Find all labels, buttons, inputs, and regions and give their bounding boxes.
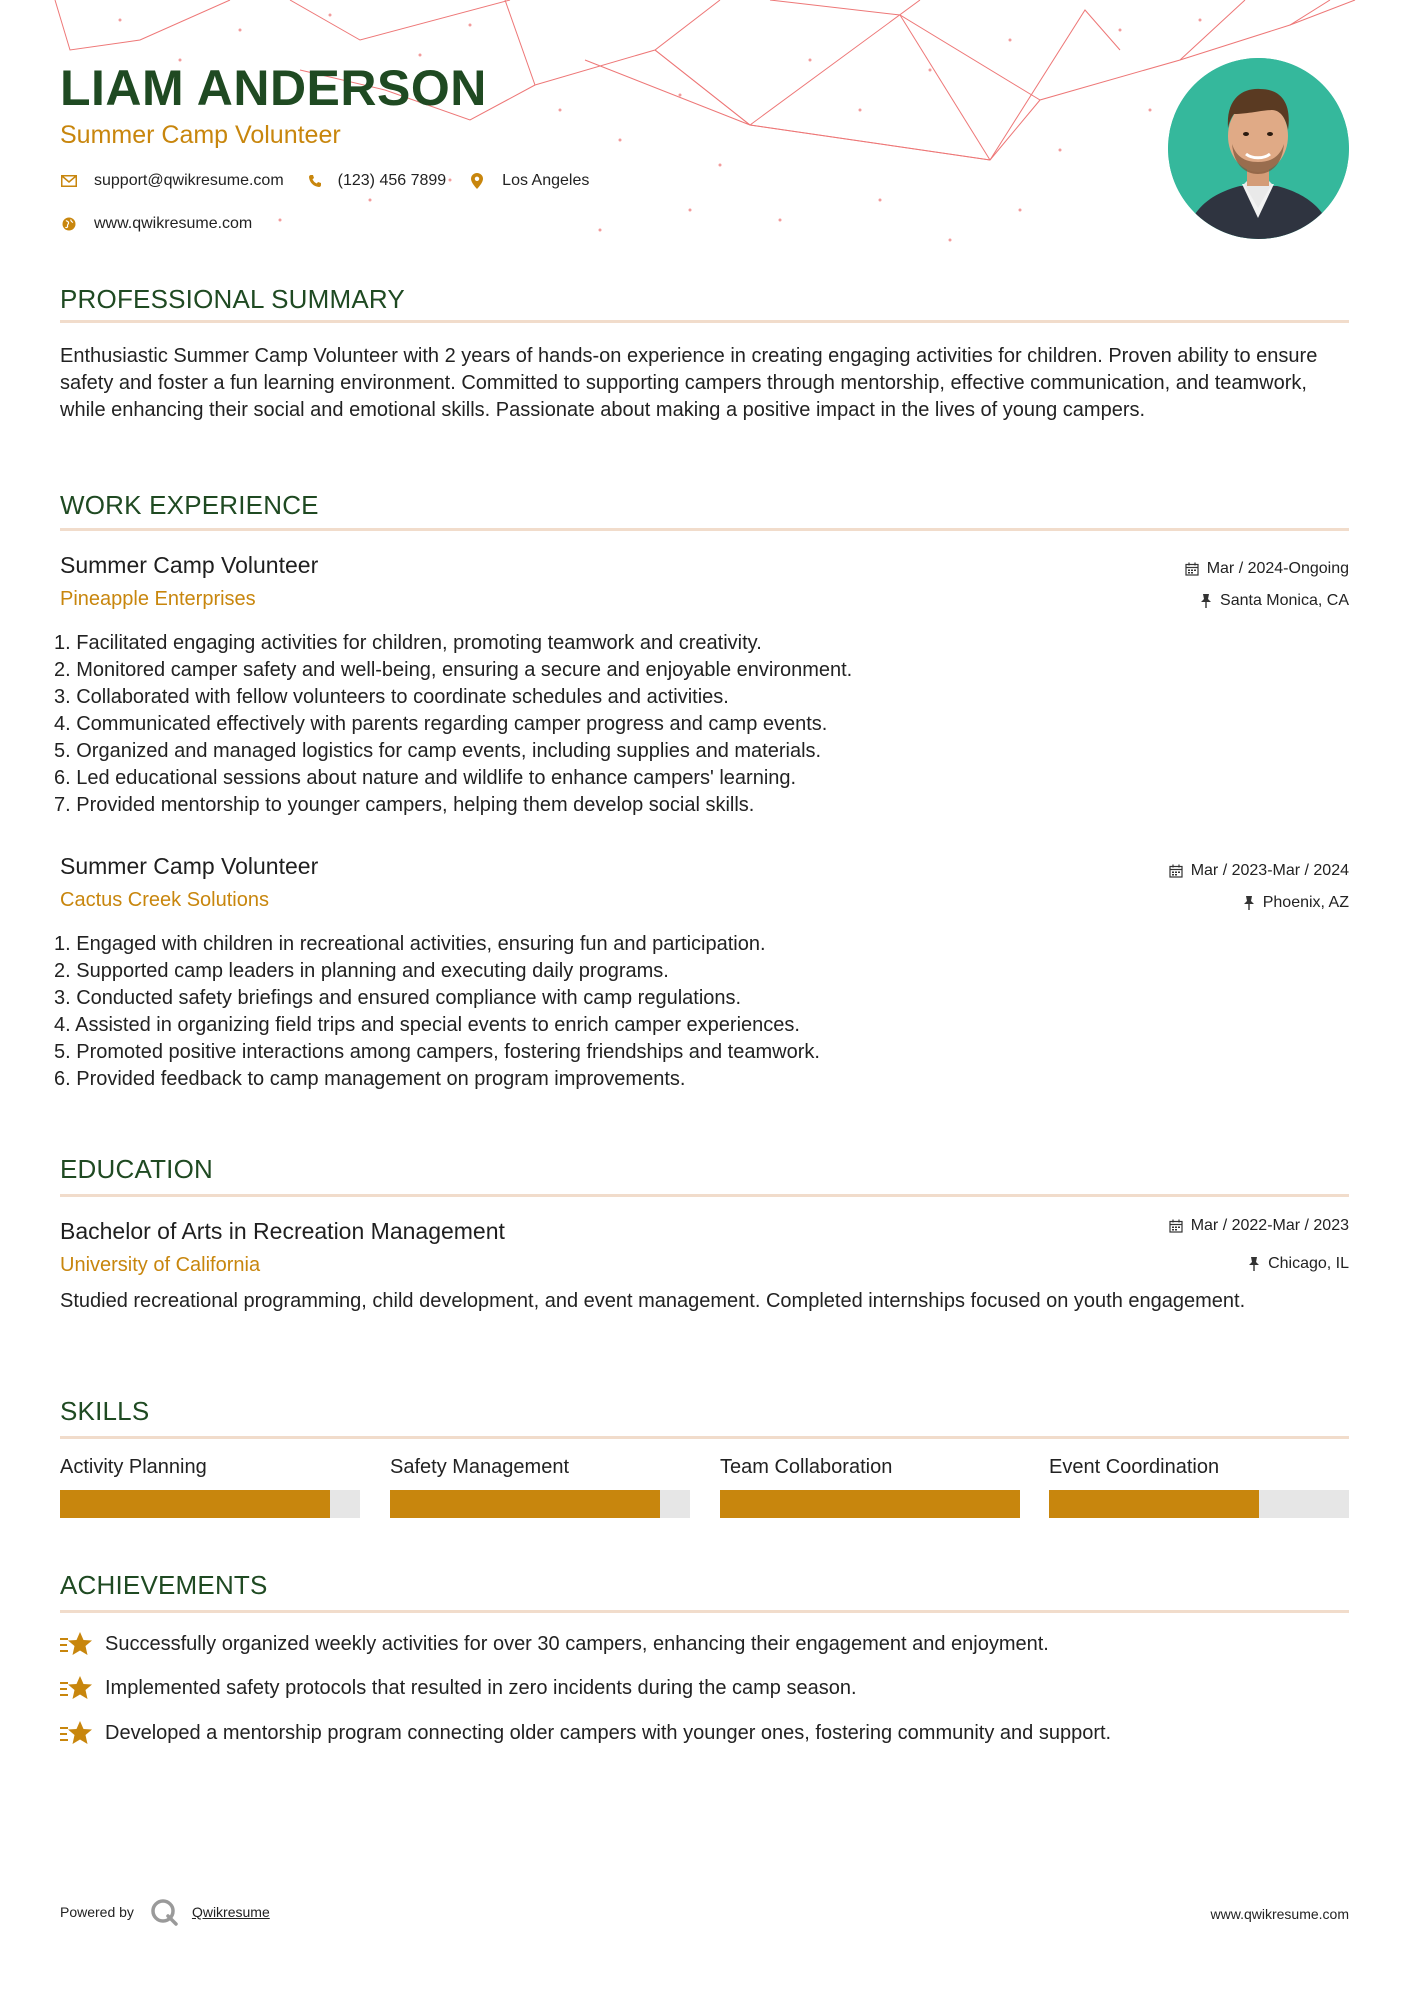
education-dates-text: Mar / 2022-Mar / 2023: [1190, 1217, 1349, 1234]
job-company: Cactus Creek Solutions: [60, 889, 269, 911]
experience-heading: WORK EXPERIENCE: [60, 490, 319, 520]
skill-bar-fill: [1049, 1490, 1259, 1518]
qwikresume-link[interactable]: Qwikresume: [191, 1904, 270, 1920]
achievements-heading: ACHIEVEMENTS: [60, 1570, 268, 1600]
powered-by-label: Powered by: [60, 1904, 134, 1920]
contact-email[interactable]: [60, 172, 284, 190]
education-description: Studied recreational programming, child development, and event management. Completed internships focused on youth engagement.: [60, 1290, 1246, 1312]
summary-heading: PROFESSIONAL SUMMARY: [60, 284, 405, 314]
list-item: 4. Communicated effectively with parents regarding camper progress and camp events.: [54, 713, 828, 735]
star-award-icon: [60, 1719, 94, 1747]
job-dates-text: Mar / 2023-Mar / 2024: [1190, 862, 1349, 879]
section-divider: [60, 320, 1349, 323]
calendar-icon: [1185, 562, 1199, 576]
list-item: 3. Conducted safety briefings and ensured compliance with camp regulations.: [54, 987, 742, 1009]
job-location-text: Santa Monica, CA: [1220, 592, 1349, 609]
skill-item: [60, 1456, 360, 1479]
education-dates: [1169, 1217, 1349, 1235]
skill-label: Event Coordination: [1049, 1456, 1220, 1478]
job-location-text: Phoenix, AZ: [1262, 894, 1349, 911]
pushpin-icon: [1243, 896, 1255, 910]
achievement-text: Successfully organized weekly activities for over 30 campers, enhancing their engagement and enjoyment.: [105, 1632, 1049, 1655]
list-item: 3. Collaborated with fellow volunteers to coordinate schedules and activities.: [54, 686, 729, 708]
footer-powered-by: [60, 1898, 270, 1926]
job-dates: [1185, 560, 1349, 578]
skill-bar-fill: [390, 1490, 660, 1518]
footer-website[interactable]: www.qwikresume.com: [1210, 1906, 1349, 1922]
education-location-text: Chicago, IL: [1268, 1255, 1349, 1272]
job-duties-list: [54, 630, 852, 819]
list-item: 1. Engaged with children in recreational activities, ensuring fun and participation.: [54, 933, 766, 955]
section-divider: [60, 1194, 1349, 1197]
achievement-item: [60, 1719, 1111, 1747]
pushpin-icon: [1200, 594, 1212, 608]
phone-icon: [306, 172, 324, 190]
list-item: 6. Provided feedback to camp management on program improvements.: [54, 1068, 686, 1090]
contact-website[interactable]: [60, 215, 252, 233]
qwikresume-logo-icon: [150, 1898, 178, 1926]
star-award-icon: [60, 1630, 94, 1658]
summary-text: Enthusiastic Summer Camp Volunteer with 2 years of hands-on experience in creating engaging activities for children. Proven ability to ensure safety and foster a fun learning environment. Committed to supporting campers through mentorship, effective communication, and teamwork, while enhancing their social and emotional skills. Passionate about making a positive impact in the lives of young campers.: [60, 345, 1318, 421]
job-dates: [1169, 862, 1349, 880]
education-location: [1248, 1255, 1349, 1273]
calendar-icon: [1169, 864, 1183, 878]
phone-text: (123) 456 7899: [337, 172, 447, 189]
list-item: 5. Promoted positive interactions among campers, fostering friendships and teamwork.: [54, 1041, 820, 1063]
job-title: Summer Camp Volunteer: [60, 853, 319, 879]
skill-bar: [390, 1490, 690, 1518]
job-company: Pineapple Enterprises: [60, 588, 256, 610]
skill-bar: [60, 1490, 360, 1518]
candidate-name: LIAM ANDERSON: [60, 60, 487, 116]
list-item: 5. Organized and managed logistics for camp events, including supplies and materials.: [54, 740, 822, 762]
skill-bar: [1049, 1490, 1349, 1518]
avatar: [1168, 58, 1349, 239]
list-item: 2. Monitored camper safety and well-being, ensuring a secure and enjoyable environment.: [54, 659, 853, 681]
globe-icon: [60, 215, 78, 233]
section-divider: [60, 1436, 1349, 1439]
pushpin-icon: [1248, 1257, 1260, 1271]
job-dates-text: Mar / 2024-Ongoing: [1206, 560, 1349, 577]
list-item: 7. Provided mentorship to younger campers, helping them develop social skills.: [54, 794, 755, 816]
contact-phone[interactable]: [306, 172, 447, 190]
job-location: [1243, 894, 1349, 912]
skill-label: Safety Management: [390, 1456, 569, 1478]
achievement-item: [60, 1630, 1049, 1658]
email-text: support@qwikresume.com: [94, 172, 284, 189]
star-award-icon: [60, 1674, 94, 1702]
degree-title: Bachelor of Arts in Recreation Management: [60, 1218, 505, 1244]
job-duties-list: [54, 931, 820, 1093]
calendar-icon: [1169, 1219, 1183, 1233]
section-divider: [60, 528, 1349, 531]
skill-label: Team Collaboration: [720, 1456, 893, 1478]
skill-item: [390, 1456, 690, 1479]
contact-location: [468, 172, 589, 190]
list-item: 6. Led educational sessions about nature and wildlife to enhance campers' learning.: [54, 767, 797, 789]
resume-header: [60, 58, 1140, 152]
achievement-text: Developed a mentorship program connecting older campers with younger ones, fostering community and support.: [105, 1721, 1112, 1744]
list-item: 2. Supported camp leaders in planning and executing daily programs.: [54, 960, 669, 982]
school-name: University of California: [60, 1254, 261, 1276]
map-pin-icon: [468, 172, 486, 190]
skill-label: Activity Planning: [60, 1456, 207, 1478]
list-item: 4. Assisted in organizing field trips and special events to enrich camper experiences.: [54, 1014, 800, 1036]
skill-bar-fill: [60, 1490, 330, 1518]
website-text: www.qwikresume.com: [94, 215, 253, 232]
skill-bar: [720, 1490, 1020, 1518]
candidate-title: Summer Camp Volunteer: [60, 121, 341, 149]
achievement-item: [60, 1674, 857, 1702]
list-item: 1. Facilitated engaging activities for children, promoting teamwork and creativity.: [54, 632, 762, 654]
skill-item: [720, 1456, 1020, 1479]
location-text: Los Angeles: [502, 172, 590, 189]
envelope-icon: [60, 172, 78, 190]
section-divider: [60, 1610, 1349, 1613]
job-location: [1200, 592, 1349, 610]
skill-bar-fill: [720, 1490, 1020, 1518]
contact-row: [60, 172, 611, 190]
profile-photo: [1168, 58, 1349, 239]
contact-row-website: [60, 215, 274, 233]
skill-item: [1049, 1456, 1349, 1479]
education-heading: EDUCATION: [60, 1154, 213, 1184]
achievement-text: Implemented safety protocols that resulted in zero incidents during the camp season.: [105, 1676, 857, 1699]
job-title: Summer Camp Volunteer: [60, 552, 319, 578]
skills-heading: SKILLS: [60, 1396, 150, 1426]
